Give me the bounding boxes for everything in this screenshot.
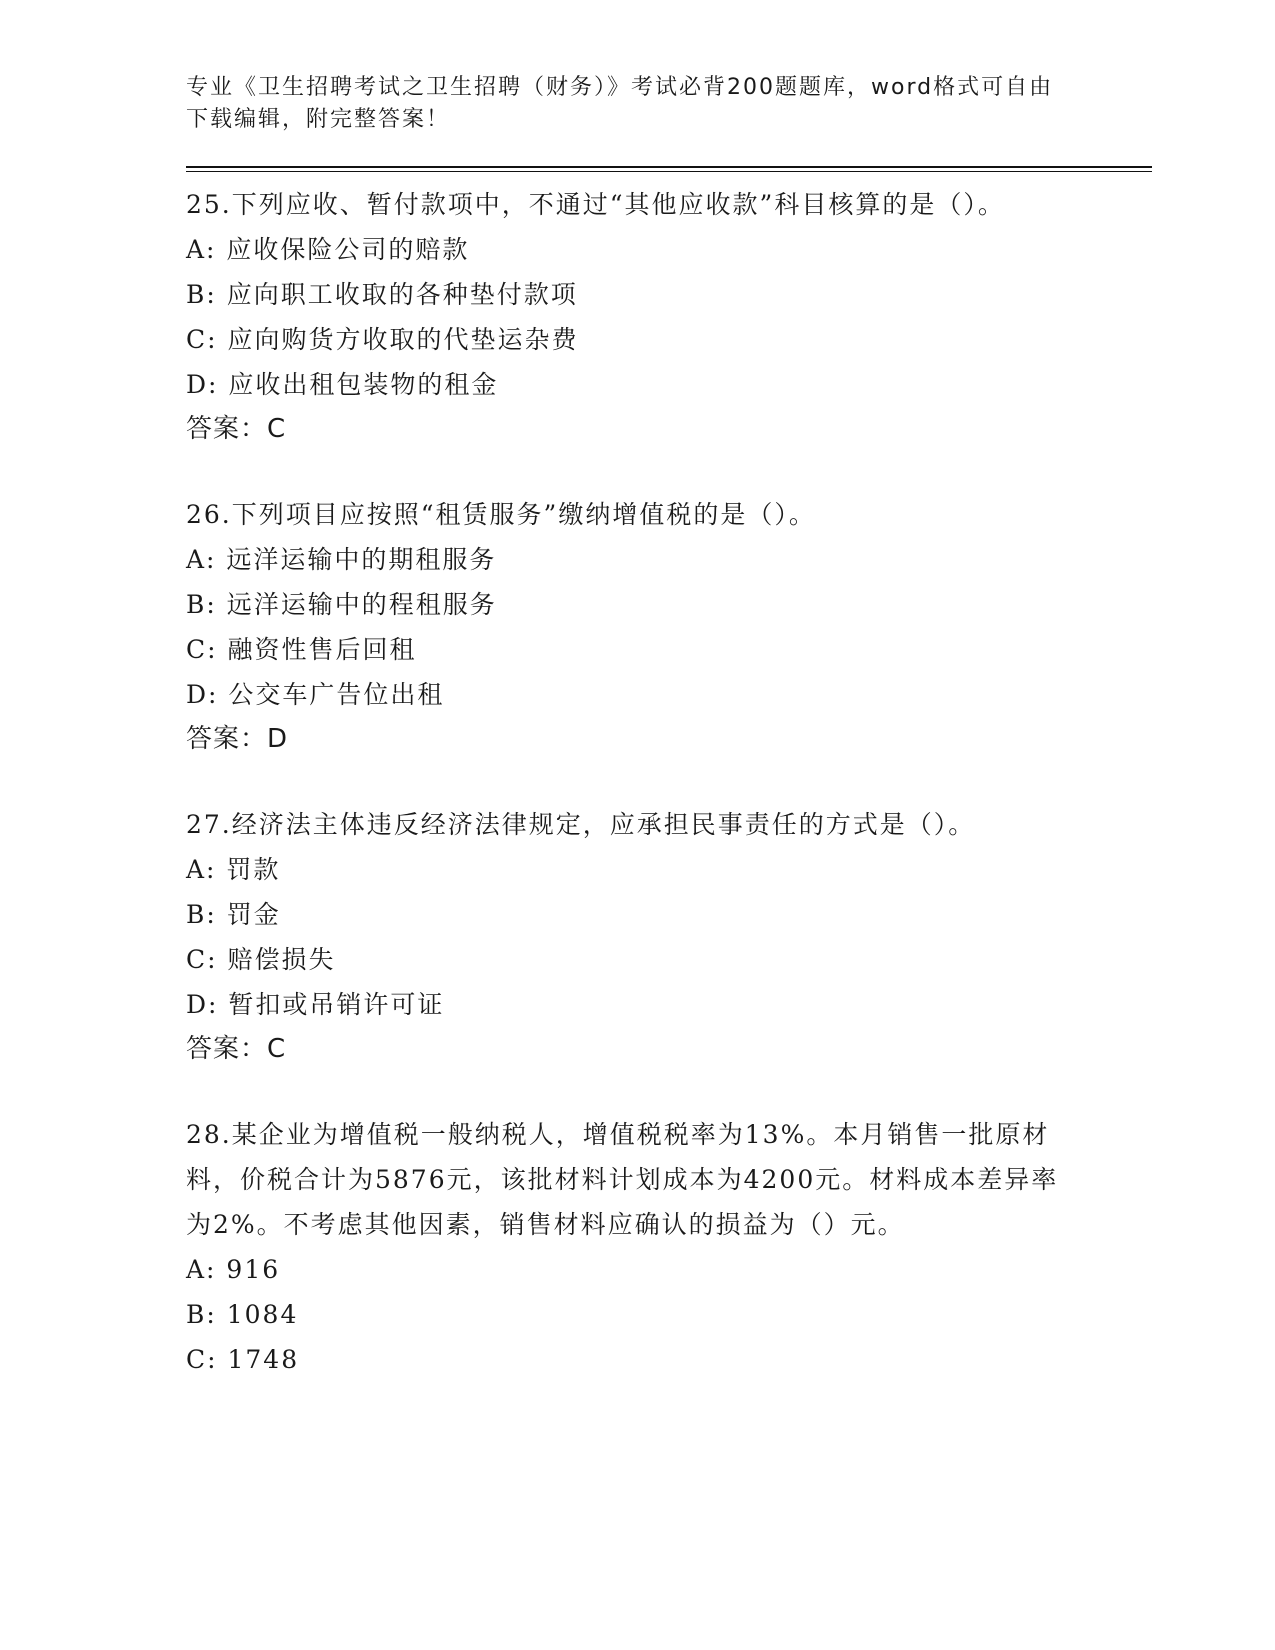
option-c: C: 1748 [186,1345,300,1374]
question-stem: 25.下列应收、暂付款项中，不通过“其他应收款”科目核算的是（）。 [186,190,1005,219]
option-b: B: 罚金 [186,900,281,929]
answer: 答案：C [186,414,287,444]
document-header: 专业《卫生招聘考试之卫生招聘（财务）》考试必背200题题库，word格式可自由下载编辑，附完整答案！ [186,75,1054,132]
option-d: D: 应收出租包装物的租金 [186,370,499,399]
option-c: C: 赔偿损失 [186,945,336,974]
option-c: C: 应向购货方收取的代垫运杂费 [186,325,579,354]
question-26 [186,492,1146,762]
question-28 [186,1112,1146,1382]
header-divider-thick [186,166,1152,168]
option-b: B: 1084 [186,1300,299,1329]
question-stem: 26.下列项目应按照“租赁服务”缴纳增值税的是（）。 [186,500,816,529]
question-stem: 27.经济法主体违反经济法律规定，应承担民事责任的方式是（）。 [186,810,976,839]
question-25 [186,182,1146,452]
answer: 答案：D [186,724,289,754]
option-b: B: 应向职工收取的各种垫付款项 [186,280,578,309]
option-d: D: 暂扣或吊销许可证 [186,990,445,1019]
question-stem: 28.某企业为增值税一般纳税人，增值税税率为13%。本月销售一批原材料，价税合计为5876元，该批材料计划成本为4200元。材料成本差异率为2%。不考虑其他因素，销售材料应确认的损益为（）元。 [186,1120,1059,1239]
option-c: C: 融资性售后回租 [186,635,417,664]
option-d: D: 公交车广告位出租 [186,680,445,709]
header-divider-thin [186,171,1152,172]
option-a: A: 916 [186,1255,281,1284]
option-b: B: 远洋运输中的程租服务 [186,590,497,619]
option-a: A: 远洋运输中的期租服务 [186,545,497,574]
document-page [186,72,1146,1382]
answer: 答案：C [186,1034,287,1064]
option-a: A: 应收保险公司的赔款 [186,235,470,264]
option-a: A: 罚款 [186,855,281,884]
question-27 [186,802,1146,1072]
